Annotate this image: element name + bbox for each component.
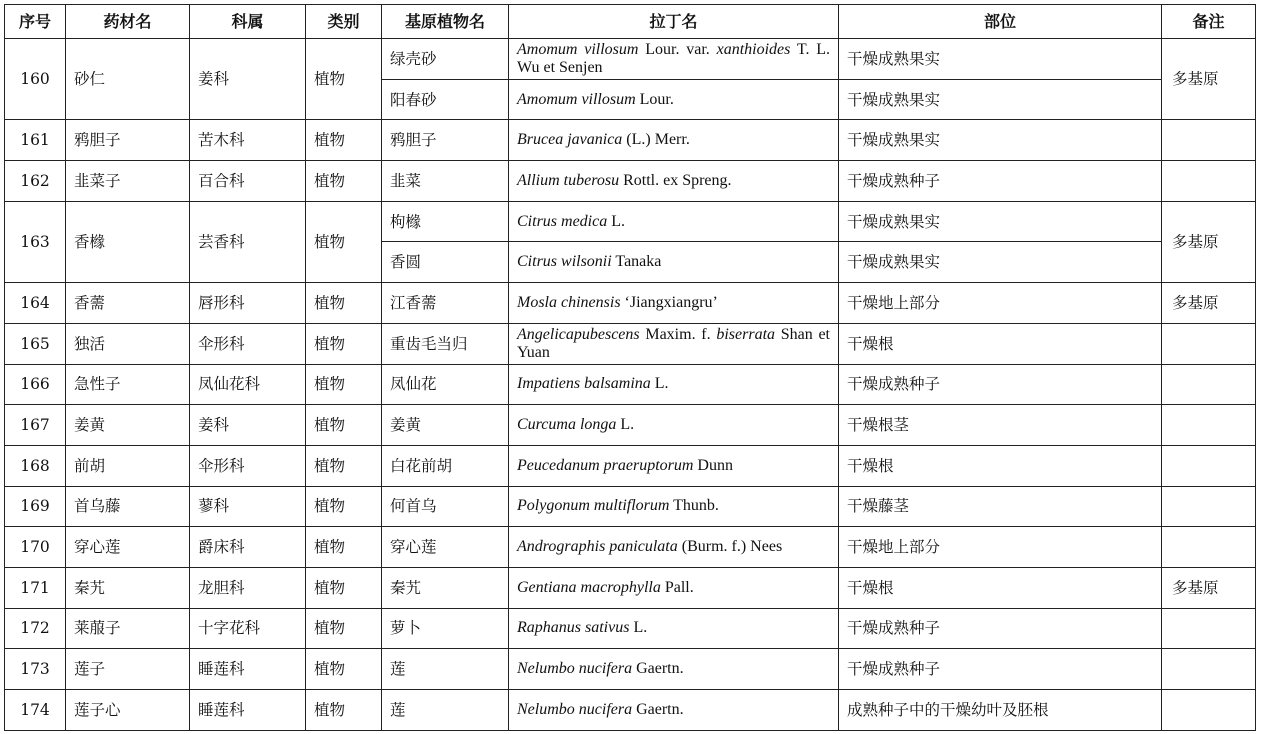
latin-name bbox=[509, 649, 839, 690]
latin-authority: Lour. bbox=[635, 90, 674, 108]
source-plant: 香圆 bbox=[382, 242, 509, 283]
remark: 多基原 bbox=[1162, 201, 1256, 282]
latin-genus-species: Angelicapubescens bbox=[517, 325, 640, 343]
plant-part: 成熟种子中的干燥幼叶及胚根 bbox=[839, 690, 1162, 731]
table-row bbox=[5, 39, 1256, 80]
header-row bbox=[5, 5, 1256, 39]
herb-family: 睡莲科 bbox=[190, 690, 306, 731]
source-plant: 绿壳砂 bbox=[382, 39, 509, 80]
herb-category: 植物 bbox=[306, 39, 382, 120]
herb-name: 姜黄 bbox=[66, 405, 190, 446]
latin-genus-species: Gentiana macrophylla bbox=[517, 578, 661, 596]
latin-authority: T. L. Wu et Senjen bbox=[517, 40, 831, 76]
remark: 多基原 bbox=[1162, 283, 1256, 324]
latin-authority: (L.) Merr. bbox=[622, 131, 690, 149]
header-cell: 部位 bbox=[839, 5, 1162, 39]
herb-family: 龙胆科 bbox=[190, 567, 306, 608]
herb-name: 砂仁 bbox=[66, 39, 190, 120]
latin-name bbox=[509, 323, 839, 364]
herb-family: 百合科 bbox=[190, 161, 306, 202]
latin-genus-species: xanthioides bbox=[716, 40, 791, 58]
remark bbox=[1162, 649, 1256, 690]
plant-part: 干燥根 bbox=[839, 445, 1162, 486]
latin-genus-species: Curcuma longa bbox=[517, 416, 617, 434]
row-number: 172 bbox=[5, 608, 66, 649]
herb-category: 植物 bbox=[306, 283, 382, 324]
header-cell: 备注 bbox=[1162, 5, 1256, 39]
herb-category: 植物 bbox=[306, 323, 382, 364]
remark bbox=[1162, 527, 1256, 568]
header-cell: 科属 bbox=[190, 5, 306, 39]
latin-authority: L. bbox=[650, 375, 669, 393]
source-plant: 萝卜 bbox=[382, 608, 509, 649]
latin-name bbox=[509, 445, 839, 486]
row-number: 162 bbox=[5, 161, 66, 202]
herb-category: 植物 bbox=[306, 567, 382, 608]
table-row bbox=[5, 323, 1256, 364]
plant-part: 干燥根 bbox=[839, 567, 1162, 608]
latin-genus-species: Nelumbo nucifera bbox=[517, 700, 633, 718]
latin-name bbox=[509, 405, 839, 446]
source-plant: 枸橼 bbox=[382, 201, 509, 242]
latin-genus-species: Nelumbo nucifera bbox=[517, 660, 633, 678]
row-number: 166 bbox=[5, 364, 66, 405]
herb-table bbox=[4, 4, 1256, 731]
latin-genus-species: Andrographis paniculata bbox=[517, 538, 678, 556]
herb-family: 爵床科 bbox=[190, 527, 306, 568]
herb-name: 香薷 bbox=[66, 283, 190, 324]
herb-category: 植物 bbox=[306, 405, 382, 446]
header-cell: 类别 bbox=[306, 5, 382, 39]
herb-family: 伞形科 bbox=[190, 323, 306, 364]
plant-part: 干燥成熟果实 bbox=[839, 120, 1162, 161]
latin-genus-species: Citrus wilsonii bbox=[517, 253, 612, 271]
table-row bbox=[5, 608, 1256, 649]
row-number: 163 bbox=[5, 201, 66, 282]
table-row bbox=[5, 567, 1256, 608]
herb-name: 莲子 bbox=[66, 649, 190, 690]
row-number: 165 bbox=[5, 323, 66, 364]
latin-name bbox=[509, 242, 839, 283]
remark bbox=[1162, 405, 1256, 446]
plant-part: 干燥地上部分 bbox=[839, 283, 1162, 324]
herb-family: 睡莲科 bbox=[190, 649, 306, 690]
herb-category: 植物 bbox=[306, 608, 382, 649]
table-row bbox=[5, 283, 1256, 324]
herb-category: 植物 bbox=[306, 201, 382, 282]
source-plant: 江香薷 bbox=[382, 283, 509, 324]
row-number: 167 bbox=[5, 405, 66, 446]
latin-name bbox=[509, 527, 839, 568]
latin-name bbox=[509, 486, 839, 527]
plant-part: 干燥成熟种子 bbox=[839, 161, 1162, 202]
latin-name bbox=[509, 161, 839, 202]
header-cell: 药材名 bbox=[66, 5, 190, 39]
plant-part: 干燥成熟果实 bbox=[839, 201, 1162, 242]
herb-category: 植物 bbox=[306, 527, 382, 568]
herb-category: 植物 bbox=[306, 690, 382, 731]
header-cell: 拉丁名 bbox=[509, 5, 839, 39]
remark bbox=[1162, 445, 1256, 486]
latin-authority: Pall. bbox=[660, 578, 694, 596]
remark bbox=[1162, 364, 1256, 405]
source-plant: 重齿毛当归 bbox=[382, 323, 509, 364]
herb-name: 鸦胆子 bbox=[66, 120, 190, 161]
latin-name bbox=[509, 79, 839, 120]
latin-authority: ‘Jiangxiangru’ bbox=[620, 293, 718, 311]
remark bbox=[1162, 690, 1256, 731]
remark: 多基原 bbox=[1162, 567, 1256, 608]
row-number: 170 bbox=[5, 527, 66, 568]
remark bbox=[1162, 323, 1256, 364]
latin-genus-species: Amomum villosum bbox=[517, 90, 636, 108]
latin-name bbox=[509, 690, 839, 731]
latin-authority: L. bbox=[629, 619, 648, 637]
table-row bbox=[5, 364, 1256, 405]
source-plant: 何首乌 bbox=[382, 486, 509, 527]
source-plant: 白花前胡 bbox=[382, 445, 509, 486]
plant-part: 干燥藤茎 bbox=[839, 486, 1162, 527]
herb-family: 十字花科 bbox=[190, 608, 306, 649]
table-row bbox=[5, 161, 1256, 202]
herb-name: 独活 bbox=[66, 323, 190, 364]
latin-authority: Dunn bbox=[693, 456, 733, 474]
herb-family: 苦木科 bbox=[190, 120, 306, 161]
source-plant: 秦艽 bbox=[382, 567, 509, 608]
latin-genus-species: Mosla chinensis bbox=[517, 293, 621, 311]
latin-name bbox=[509, 567, 839, 608]
herb-name: 首乌藤 bbox=[66, 486, 190, 527]
latin-authority: Shan et Yuan bbox=[517, 325, 831, 361]
source-plant: 莲 bbox=[382, 649, 509, 690]
latin-name bbox=[509, 39, 839, 80]
herb-name: 秦艽 bbox=[66, 567, 190, 608]
plant-part: 干燥根茎 bbox=[839, 405, 1162, 446]
herb-category: 植物 bbox=[306, 161, 382, 202]
herb-name: 莲子心 bbox=[66, 690, 190, 731]
latin-name bbox=[509, 608, 839, 649]
plant-part: 干燥成熟种子 bbox=[839, 364, 1162, 405]
herb-family: 姜科 bbox=[190, 405, 306, 446]
herb-family: 凤仙花科 bbox=[190, 364, 306, 405]
herb-name: 香橼 bbox=[66, 201, 190, 282]
source-plant: 穿心莲 bbox=[382, 527, 509, 568]
source-plant: 凤仙花 bbox=[382, 364, 509, 405]
latin-name bbox=[509, 283, 839, 324]
latin-genus-species: Citrus medica bbox=[517, 212, 608, 230]
latin-genus-species: Peucedanum praeruptorum bbox=[517, 456, 694, 474]
plant-part: 干燥成熟种子 bbox=[839, 608, 1162, 649]
latin-authority: Thunb. bbox=[669, 497, 719, 515]
plant-part: 干燥成熟种子 bbox=[839, 649, 1162, 690]
row-number: 168 bbox=[5, 445, 66, 486]
remark bbox=[1162, 161, 1256, 202]
latin-authority: (Burm. f.) Nees bbox=[677, 538, 783, 556]
row-number: 171 bbox=[5, 567, 66, 608]
latin-authority: L. bbox=[616, 416, 635, 434]
latin-authority: Gaertn. bbox=[632, 660, 684, 678]
header-cell: 序号 bbox=[5, 5, 66, 39]
latin-name bbox=[509, 201, 839, 242]
table-body bbox=[5, 39, 1256, 731]
table-row bbox=[5, 405, 1256, 446]
row-number: 161 bbox=[5, 120, 66, 161]
plant-part: 干燥成熟果实 bbox=[839, 79, 1162, 120]
latin-authority: Rottl. ex Spreng. bbox=[619, 171, 732, 189]
source-plant: 韭菜 bbox=[382, 161, 509, 202]
herb-category: 植物 bbox=[306, 445, 382, 486]
row-number: 173 bbox=[5, 649, 66, 690]
latin-genus-species: biserrata bbox=[716, 325, 776, 343]
herb-family: 蓼科 bbox=[190, 486, 306, 527]
latin-genus-species: Allium tuberosu bbox=[517, 171, 620, 189]
remark bbox=[1162, 608, 1256, 649]
source-plant: 莲 bbox=[382, 690, 509, 731]
herb-name: 莱菔子 bbox=[66, 608, 190, 649]
source-plant: 姜黄 bbox=[382, 405, 509, 446]
latin-genus-species: Polygonum multiflorum bbox=[517, 497, 670, 515]
herb-family: 芸香科 bbox=[190, 201, 306, 282]
table-row bbox=[5, 527, 1256, 568]
herb-category: 植物 bbox=[306, 364, 382, 405]
plant-part: 干燥成熟果实 bbox=[839, 242, 1162, 283]
herb-family: 姜科 bbox=[190, 39, 306, 120]
herb-category: 植物 bbox=[306, 649, 382, 690]
herb-name: 韭菜子 bbox=[66, 161, 190, 202]
row-number: 169 bbox=[5, 486, 66, 527]
latin-genus-species: Raphanus sativus bbox=[517, 619, 630, 637]
remark bbox=[1162, 120, 1256, 161]
latin-genus-species: Brucea javanica bbox=[517, 131, 623, 149]
plant-part: 干燥成熟果实 bbox=[839, 39, 1162, 80]
header-cell: 基原植物名 bbox=[382, 5, 509, 39]
latin-genus-species: Amomum villosum bbox=[517, 40, 639, 58]
herb-category: 植物 bbox=[306, 486, 382, 527]
row-number: 174 bbox=[5, 690, 66, 731]
herb-family: 伞形科 bbox=[190, 445, 306, 486]
herb-name: 穿心莲 bbox=[66, 527, 190, 568]
latin-authority: Tanaka bbox=[611, 253, 662, 271]
plant-part: 干燥地上部分 bbox=[839, 527, 1162, 568]
latin-name bbox=[509, 120, 839, 161]
table-row bbox=[5, 201, 1256, 242]
table-row bbox=[5, 486, 1256, 527]
table-row bbox=[5, 649, 1256, 690]
herb-family: 唇形科 bbox=[190, 283, 306, 324]
latin-authority: Gaertn. bbox=[632, 700, 684, 718]
row-number: 164 bbox=[5, 283, 66, 324]
source-plant: 阳春砂 bbox=[382, 79, 509, 120]
herb-category: 植物 bbox=[306, 120, 382, 161]
latin-genus-species: Impatiens balsamina bbox=[517, 375, 651, 393]
latin-authority: Lour. var. bbox=[638, 40, 717, 58]
latin-authority: L. bbox=[607, 212, 625, 230]
herb-name: 急性子 bbox=[66, 364, 190, 405]
row-number: 160 bbox=[5, 39, 66, 120]
latin-authority: Maxim. f. bbox=[639, 325, 717, 343]
source-plant: 鸦胆子 bbox=[382, 120, 509, 161]
plant-part: 干燥根 bbox=[839, 323, 1162, 364]
remark: 多基原 bbox=[1162, 39, 1256, 120]
table-row bbox=[5, 120, 1256, 161]
latin-name bbox=[509, 364, 839, 405]
remark bbox=[1162, 486, 1256, 527]
table-row bbox=[5, 445, 1256, 486]
herb-name: 前胡 bbox=[66, 445, 190, 486]
table-row bbox=[5, 690, 1256, 731]
